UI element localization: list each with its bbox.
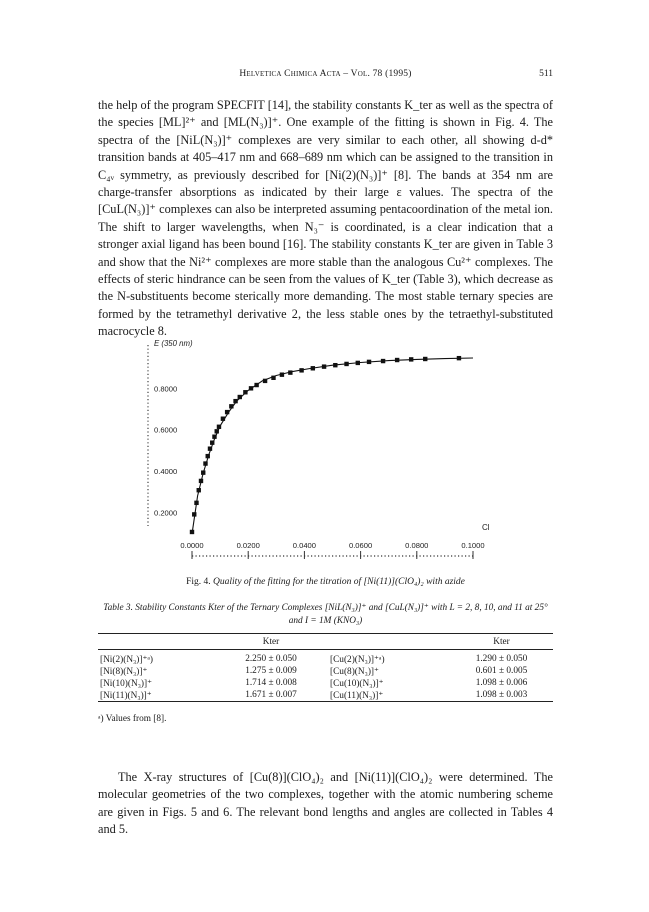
header-kter-cu: Kter bbox=[450, 634, 553, 650]
ni-complex: [Ni(11)(N₃)]⁺ bbox=[98, 689, 214, 702]
page-number: 511 bbox=[539, 69, 553, 79]
paragraph-xray bbox=[98, 769, 553, 839]
data-point bbox=[212, 434, 216, 438]
table-footnote: ᵃ) Values from [8]. bbox=[98, 714, 167, 724]
header-kter-ni: Kter bbox=[214, 634, 328, 650]
x-tick-label: 0.0000 bbox=[180, 541, 204, 550]
journal-title: Helvetica Chimica Acta – Vol. 78 (1995) bbox=[239, 69, 412, 79]
cu-kter: 1.098 ± 0.006 bbox=[475, 678, 528, 688]
figure-label: Fig. 4. bbox=[186, 577, 211, 587]
data-point bbox=[322, 364, 326, 368]
table-title-text: Table 3. Stability Constants Kter of the Ternary Complexes [NiL(N₃)]⁺ and [CuL(N₃)]⁺ with L = 2, 8, 10, and 11 at 25° and I = 1M (KNO₃) bbox=[103, 603, 548, 626]
y-tick-label: 0.8000 bbox=[154, 384, 178, 394]
figure-caption bbox=[98, 577, 553, 587]
data-point bbox=[271, 376, 275, 380]
data-point bbox=[249, 386, 253, 390]
cu-kter: 1.290 ± 0.050 bbox=[475, 654, 528, 664]
data-point bbox=[233, 399, 237, 403]
data-point bbox=[199, 479, 203, 483]
data-point bbox=[299, 368, 303, 372]
x-tick-label: 0.1000 bbox=[461, 541, 485, 550]
x-tick-label: 0.0400 bbox=[292, 541, 317, 550]
data-point bbox=[197, 488, 201, 492]
axis-labels bbox=[154, 339, 490, 550]
table-title bbox=[98, 602, 553, 627]
data-point bbox=[221, 417, 225, 421]
ni-complex: [Ni(10)(N₃)]⁺ bbox=[100, 678, 153, 689]
cu-complex: [Cu(8)(N₃)]⁺ bbox=[330, 666, 379, 677]
data-point bbox=[457, 356, 461, 360]
data-point bbox=[238, 395, 242, 399]
paragraph-1-text: the help of the program SPECFIT [14], the stability constants K_ter as well as the spectra of the species [ML]²⁺ and [ML(N₃)]⁺. One example of the fitting is shown in Fig. 4. The spectra of the [NiL(N₃)]⁺ complexes are very similar to each other, all showing d-d* transition bands at 405–417 nm and 668–689 nm which can be assigned to the transition in C₄ᵥ symmetry, as previously described for [Ni(2)(N₃)]⁺ [8]. The bands at 354 nm are charge-transfer absorptions as indicated by their large ε values. The spectra of the [CuL(N₃)]⁺ complexes can also be interpreted assuming pentacoordination of the metal ion. The shift to larger wavelengths, when N₃⁻ is coordinated, is a clear indication that a stronger axial ligand has been bound [16]. The stability constants K_ter are given in Table 3 and show that the Ni²⁺ complexes are more stable than the analogous Cu²⁺ complexes. The effects of steric hindrance can be seen from the values of K_ter (Table 3), which decrease as the N-substituents become sterically more demanding. The most stable ternary species are formed by the tetramethyl derivative 2, the less stable ones by the tetraethyl-substituted macrocycle 8. bbox=[98, 98, 553, 339]
fit-line bbox=[192, 358, 473, 534]
fit-curve bbox=[192, 358, 473, 534]
ni-kter: 1.714 ± 0.008 bbox=[245, 678, 297, 688]
data-point bbox=[423, 357, 427, 361]
data-point bbox=[311, 366, 315, 370]
ni-complex: [Ni(2)(N₃)]⁺ᵃ) bbox=[100, 654, 154, 665]
data-point bbox=[333, 363, 337, 367]
data-point bbox=[344, 362, 348, 366]
y-tick-label: 0.2000 bbox=[154, 508, 178, 518]
titration-fit-chart bbox=[140, 330, 520, 575]
data-point bbox=[356, 361, 360, 365]
cu-complex: [Cu(10)(N₃)]⁺ bbox=[330, 678, 384, 689]
data-points bbox=[190, 356, 461, 534]
y-tick-label: 0.4000 bbox=[154, 467, 178, 476]
stability-table bbox=[98, 633, 553, 702]
y-tick-label: 0.6000 bbox=[154, 425, 178, 435]
table-row bbox=[98, 689, 553, 702]
data-point bbox=[225, 410, 229, 414]
data-point bbox=[367, 360, 371, 364]
cu-kter: 1.098 ± 0.003 bbox=[450, 689, 553, 702]
paragraph-stability bbox=[98, 97, 553, 341]
data-point bbox=[395, 358, 399, 362]
data-point bbox=[288, 370, 292, 374]
data-point bbox=[208, 446, 212, 450]
chart-axes bbox=[148, 345, 473, 559]
x-tick-label: 0.0200 bbox=[236, 541, 260, 550]
data-point bbox=[201, 470, 205, 474]
table-row bbox=[98, 677, 553, 689]
figure-caption-text: Quality of the fitting for the titration of [Ni(11)](ClO₄)₂ with azide bbox=[213, 577, 465, 587]
x-tick-label: 0.0800 bbox=[405, 541, 429, 550]
table-row bbox=[98, 650, 553, 666]
data-point bbox=[206, 454, 210, 458]
table-row bbox=[98, 665, 553, 677]
y-axis-label: E (350 nm) bbox=[154, 339, 193, 348]
data-point bbox=[254, 383, 258, 387]
cu-complex: [Cu(2)(N₃)]⁺ᵃ) bbox=[330, 654, 385, 665]
data-point bbox=[229, 404, 233, 408]
ni-complex: [Ni(8)(N₃)]⁺ bbox=[100, 666, 148, 677]
data-point bbox=[210, 440, 214, 444]
x-tick-label: 0.0600 bbox=[348, 541, 373, 550]
data-point bbox=[217, 425, 221, 429]
cu-kter: 0.601 ± 0.005 bbox=[475, 666, 528, 676]
data-point bbox=[409, 357, 413, 361]
data-point bbox=[192, 512, 196, 516]
data-point bbox=[190, 530, 194, 534]
data-point bbox=[263, 379, 267, 383]
data-point bbox=[203, 461, 207, 465]
ni-kter: 1.275 ± 0.009 bbox=[245, 666, 297, 676]
paragraph-2-text: The X-ray structures of [Cu(8)](ClO₄)₂ and [Ni(11)](ClO₄)₂ were determined. The molecular geometries of the two complexes, together with the atomic numbering scheme are given in Figs. 5 and 6. The relevant bond lengths and angles are collected in Tables 4 and 5. bbox=[98, 770, 553, 837]
ni-kter: 2.250 ± 0.050 bbox=[245, 654, 297, 664]
x-axis-label: Cl bbox=[482, 523, 490, 532]
data-point bbox=[243, 390, 247, 394]
data-point bbox=[215, 429, 219, 433]
data-point bbox=[381, 359, 385, 363]
table-header-row bbox=[98, 634, 553, 650]
running-header bbox=[98, 69, 553, 83]
ni-kter: 1.671 ± 0.007 bbox=[214, 689, 328, 702]
data-point bbox=[194, 501, 198, 505]
data-point bbox=[280, 372, 284, 376]
cu-complex: [Cu(11)(N₃)]⁺ bbox=[328, 689, 450, 702]
